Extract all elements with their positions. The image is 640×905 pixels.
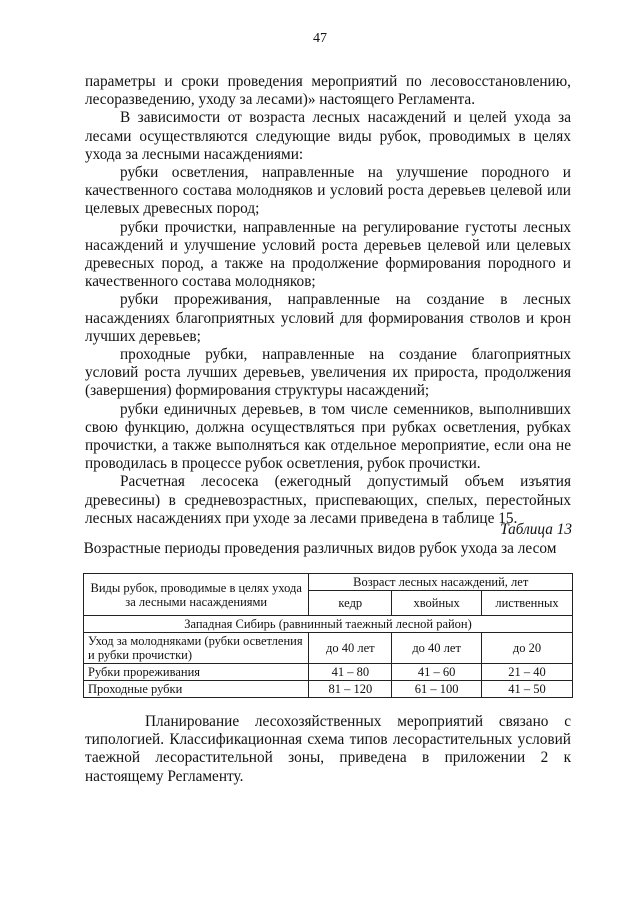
table-row bbox=[84, 664, 573, 681]
paragraph: Расчетная лесосека (ежегодный допустимый объем изъятия древесины) в средневозрастных, приспевающих, спелых, перестойных лесных насаждениях при уходе за лесами приведена в таблице 15. bbox=[85, 473, 571, 527]
paragraph: рубки осветления, направленные на улучшение породного и качественного состава молодняков и условий роста деревьев целевой или целевых древесных пород; bbox=[85, 164, 571, 218]
paragraph: рубки единичных деревьев, в том числе семенников, выполнивших свою функцию, должна осуществляться при рубках осветления, рубках прочистки, а также выполняться как отдельное мероприятие, если она не проводилась в процессе рубок осветления, рубок прочистки. bbox=[85, 400, 571, 473]
cell-value: 81 – 120 bbox=[309, 681, 392, 698]
region-cell: Западная Сибирь (равнинный таежный лесной район) bbox=[84, 616, 573, 633]
row-label: Проходные рубки bbox=[84, 681, 309, 698]
table-region-row bbox=[84, 616, 573, 633]
paragraph: В зависимости от возраста лесных насаждений и целей ухода за лесами осуществляются следующие виды рубок, проводимых в целях ухода за лесными насаждениями: bbox=[85, 109, 571, 163]
row-label: Рубки прореживания bbox=[84, 664, 309, 681]
cell-value: 41 – 50 bbox=[482, 681, 573, 698]
cell-value: 41 – 80 bbox=[309, 664, 392, 681]
cell-value: 61 – 100 bbox=[392, 681, 482, 698]
paragraph: параметры и сроки проведения мероприятий по лесовосстановлению, лесоразведению, уходу за лесами)» настоящего Регламента. bbox=[85, 73, 571, 109]
logging-age-table bbox=[83, 573, 573, 698]
page-number: 47 bbox=[313, 31, 327, 46]
cell-value: до 20 bbox=[482, 633, 573, 664]
table-title: Возрастные периоды проведения различных видов рубок ухода за лесом bbox=[83, 540, 557, 557]
table-row bbox=[84, 633, 573, 664]
cell-value: 21 – 40 bbox=[482, 664, 573, 681]
cell-value: до 40 лет bbox=[309, 633, 392, 664]
body-text bbox=[85, 73, 571, 528]
row-label: Уход за молодняками (рубки осветления и рубки прочистки) bbox=[84, 633, 309, 664]
paragraph: Планирование лесохозяйственных мероприятий связано с типологией. Классификационная схема типов лесорастительных условий таежной лесорастительной зоны, приведена в приложении 2 к настоящему Регламенту. bbox=[85, 713, 571, 785]
cell-value: до 40 лет bbox=[392, 633, 482, 664]
cell-value: 41 – 60 bbox=[392, 664, 482, 681]
header-age-group: Возраст лесных насаждений, лет bbox=[309, 574, 573, 591]
header-col-coniferous: хвойных bbox=[392, 591, 482, 616]
header-cutting-types: Виды рубок, проводимые в целях ухода за лесными насаждениями bbox=[84, 574, 309, 616]
table-caption: Таблица 13 bbox=[500, 521, 572, 538]
paragraph: рубки прочистки, направленные на регулирование густоты лесных насаждений и улучшение условий роста деревьев целевой или целевых древесных пород, а также на продолжение формирования породного и качественного состава молодняков; bbox=[85, 218, 571, 291]
paragraph: проходные рубки, направленные на создание благоприятных условий роста лучших деревьев, увеличения их прироста, продолжения (завершения) формирования структуры насаждений; bbox=[85, 346, 571, 400]
paragraph: рубки прореживания, направленные на создание в лесных насаждениях благоприятных условий для формирования стволов и крон лучших деревьев; bbox=[85, 291, 571, 345]
closing-text bbox=[85, 713, 571, 786]
header-col-cedar: кедр bbox=[309, 591, 392, 616]
header-col-deciduous: лиственных bbox=[482, 591, 573, 616]
table-header-row bbox=[84, 574, 573, 591]
table-row bbox=[84, 681, 573, 698]
